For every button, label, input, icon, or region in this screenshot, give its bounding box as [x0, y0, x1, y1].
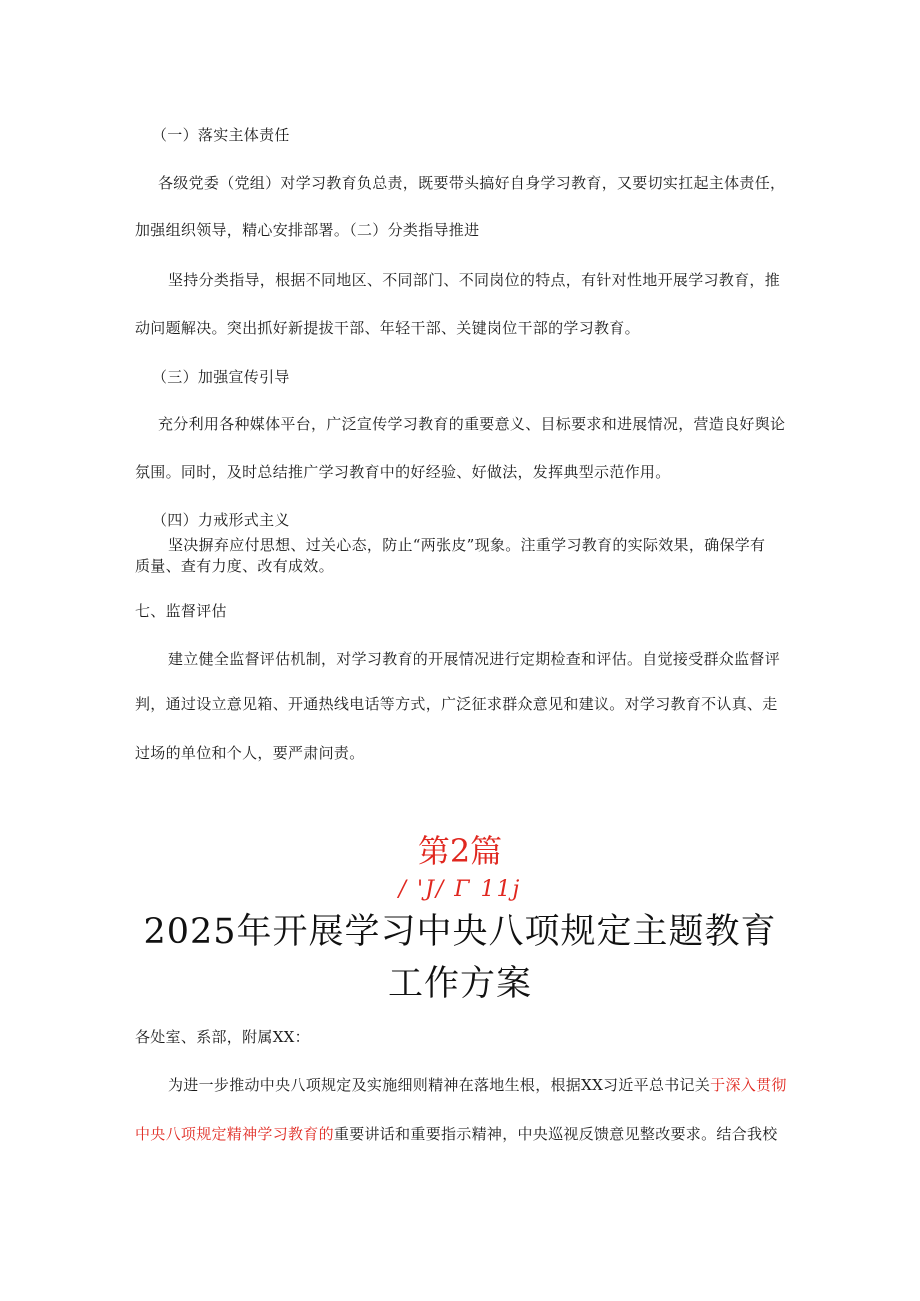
section7-paragraph-line3: 过场的单位和个人，要严肃问责。 — [135, 744, 365, 762]
part2-label: 第2篇 — [417, 832, 503, 870]
section7-paragraph-line2: 判，通过设立意见箱、开通热线电话等方式，广泛征求群众意见和建议。对学习教育不认真、走 — [135, 695, 778, 713]
document-title-line1: 2025年开展学习中央八项规定主题教育 — [143, 912, 777, 952]
section3-paragraph-line1: 充分利用各种媒体平台，广泛宣传学习教育的重要意义、目标要求和进展情况，营造良好舆论 — [158, 415, 786, 433]
section1-paragraph-line2: 加强组织领导，精心安排部署。（二）分类指导推进 — [135, 221, 480, 239]
intro-line2-highlight: 中央八项规定精神学习教育的 — [135, 1125, 334, 1143]
salutation: 各处室、系部，附属XX： — [135, 1028, 310, 1046]
section7-heading: 七、监督评估 — [135, 602, 227, 620]
document-title-line2: 工作方案 — [387, 964, 532, 1004]
section4-paragraph-line1: 坚决摒弃应付思想、过关心态，防止“两张皮”现象。注重学习教育的实际效果，确保学有 — [168, 536, 766, 554]
intro-line2-text: 重要讲话和重要指示精神，中央巡视反馈意见整改要求。结合我校 — [333, 1125, 778, 1143]
section4-heading: （四）力戒形式主义 — [152, 511, 290, 529]
intro-line1-highlight: 于深入贯彻 — [710, 1076, 787, 1094]
part2-decorative-mark: / 'J/ Γ 11j — [398, 877, 522, 902]
section7-paragraph-line1: 建立健全监督评估机制，对学习教育的开展情况进行定期检查和评估。自觉接受群众监督评 — [168, 650, 781, 668]
section3-paragraph-line2: 氛围。同时，及时总结推广学习教育中的好经验、好做法，发挥典型示范作用。 — [135, 463, 671, 481]
section2-paragraph-line2: 动问题解决。突出抓好新提拔干部、年轻干部、关键岗位干部的学习教育。 — [135, 319, 640, 337]
intro-line1-text: 为进一步推动中央八项规定及实施细则精神在落地生根，根据XX习近平总书记关 — [168, 1076, 711, 1094]
intro-paragraph-line1 — [168, 1075, 787, 1095]
section3-heading: （三）加强宣传引导 — [152, 368, 290, 386]
section4-paragraph-line2: 质量、查有力度、改有成效。 — [135, 557, 334, 575]
section2-paragraph-line1: 坚持分类指导，根据不同地区、不同部门、不同岗位的特点，有针对性地开展学习教育，推 — [168, 271, 781, 289]
section1-paragraph-line1: 各级党委（党组）对学习教育负总责，既要带头搞好自身学习教育，又要切实扛起主体责任， — [158, 174, 786, 192]
intro-paragraph-line2 — [135, 1124, 778, 1144]
section1-heading: （一）落实主体责任 — [152, 126, 290, 144]
